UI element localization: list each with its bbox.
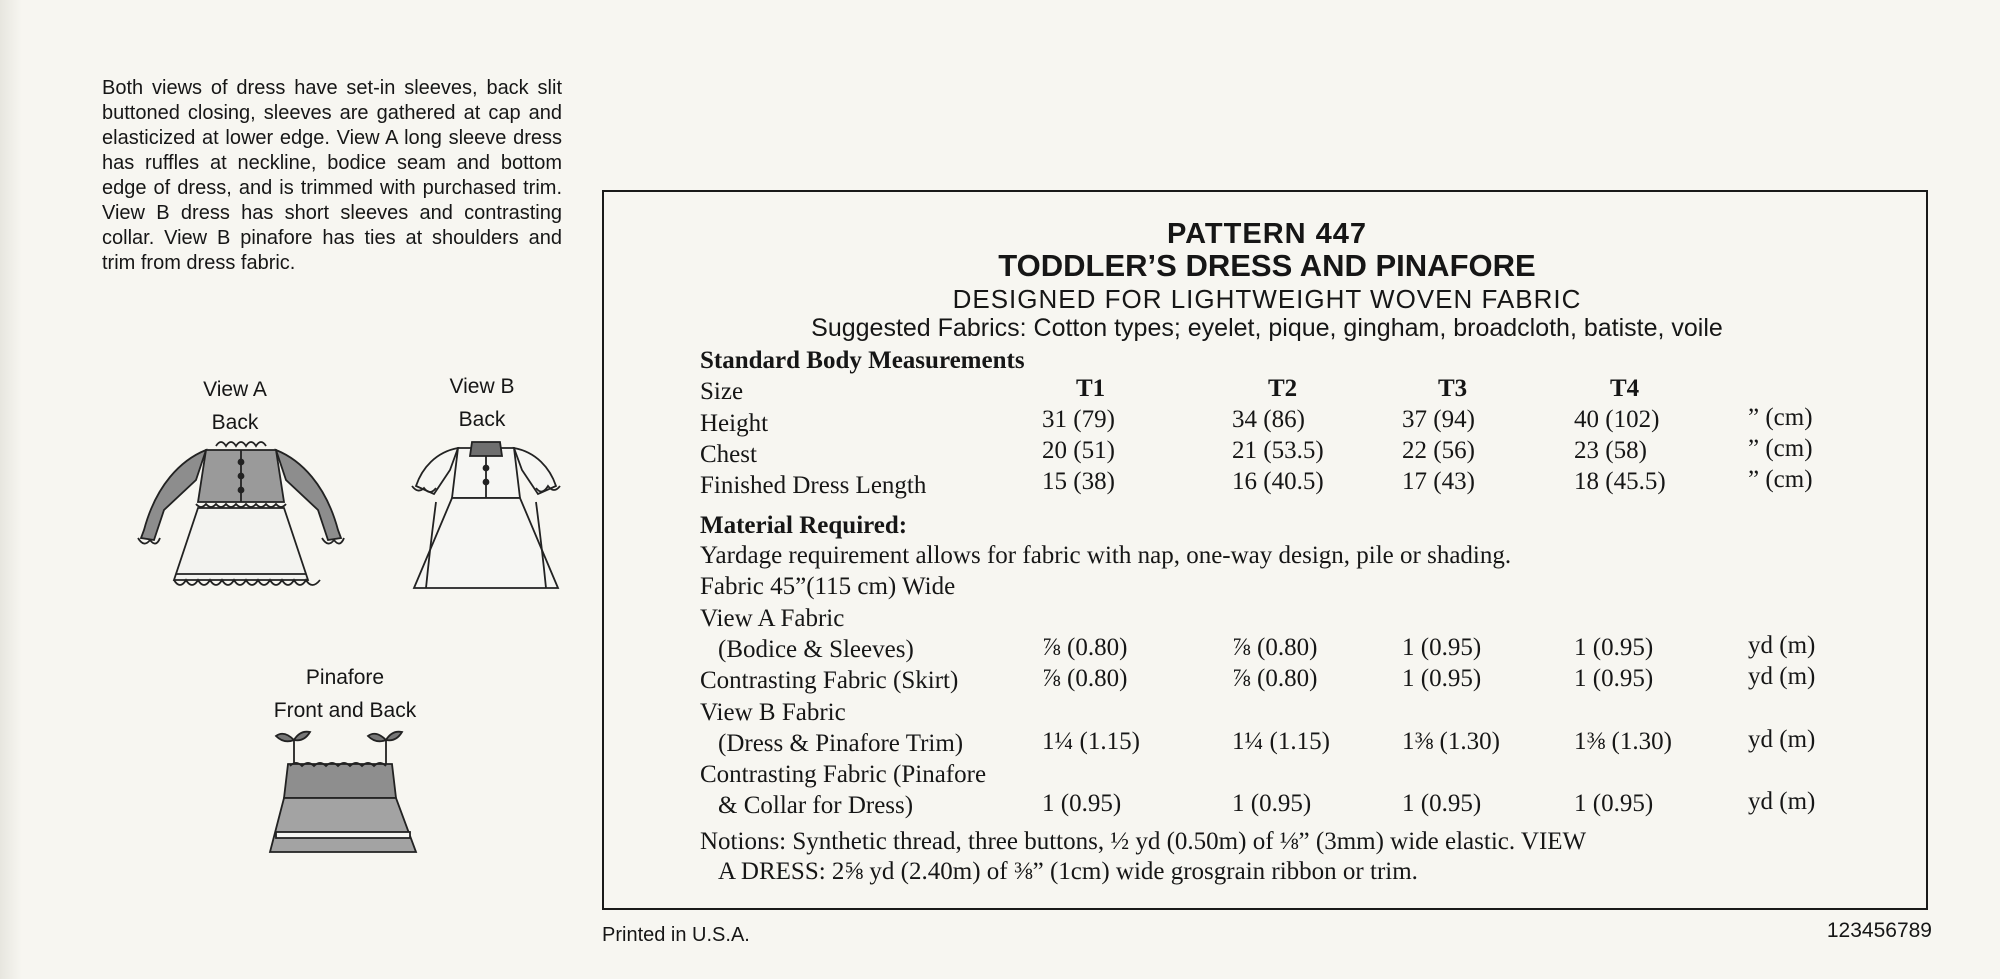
chest-t1: 20 (51): [1042, 437, 1115, 464]
view-a-row-1-t2: ⅞ (0.80): [1232, 634, 1318, 661]
length-t3: 17 (43): [1402, 468, 1475, 495]
row-dress-length-label: Finished Dress Length: [700, 472, 927, 499]
code-number: 123456789: [1826, 919, 1932, 942]
suggested-fabrics: Suggested Fabrics: Cotton types; eyelet, pique, gingham, broadcloth, batiste, voile: [811, 314, 1723, 342]
length-unit: ” (cm): [1748, 466, 1813, 493]
view-a-row-1-t4: 1 (0.95): [1574, 634, 1654, 661]
view-a-row-1-t3: 1 (0.95): [1402, 634, 1482, 661]
pattern-info-box: [602, 190, 1928, 910]
view-b-row-1-unit: yd (m): [1748, 726, 1816, 753]
size-header-t1: T1: [1076, 375, 1106, 402]
height-t1: 31 (79): [1042, 406, 1115, 433]
length-t2: 16 (40.5): [1232, 468, 1324, 495]
size-label: Size: [700, 378, 744, 405]
chest-t4: 23 (58): [1574, 437, 1647, 464]
contrast-pinafore-unit: yd (m): [1748, 788, 1816, 815]
view-a-row-2-label: Contrasting Fabric (Skirt): [700, 667, 959, 694]
pattern-subtitle: DESIGNED FOR LIGHTWEIGHT WOVEN FABRIC: [952, 284, 1582, 314]
size-header-t4: T4: [1610, 375, 1640, 402]
view-b-label-line1: View B: [449, 375, 515, 398]
pattern-name: TODDLER’S DRESS AND PINAFORE: [998, 248, 1536, 283]
view-a-fabric-heading: View A Fabric: [700, 605, 845, 632]
view-b-row-1-t1: 1¼ (1.15): [1042, 728, 1140, 755]
view-b-fabric-heading: View B Fabric: [700, 699, 846, 726]
contrast-pinafore-t1: 1 (0.95): [1042, 790, 1122, 817]
view-a-row-1-label: (Bodice & Sleeves): [718, 636, 914, 663]
view-b-row-1-t4: 1⅜ (1.30): [1574, 728, 1672, 755]
pattern-number: PATTERN 447: [1166, 218, 1368, 250]
view-a-row-1-unit: yd (m): [1748, 632, 1816, 659]
contrast-pinafore-t3: 1 (0.95): [1402, 790, 1482, 817]
view-a-label: [175, 373, 295, 439]
pinafore-label-line1: Pinafore: [305, 666, 385, 689]
view-b-row-1-label: (Dress & Pinafore Trim): [718, 730, 964, 757]
height-unit: ” (cm): [1748, 404, 1813, 431]
view-b-row-1-t3: 1⅜ (1.30): [1402, 728, 1500, 755]
view-a-row-2-t4: 1 (0.95): [1574, 665, 1654, 692]
contrast-pinafore-t4: 1 (0.95): [1574, 790, 1654, 817]
height-t4: 40 (102): [1574, 406, 1660, 433]
length-t4: 18 (45.5): [1574, 468, 1666, 495]
size-header-t2: T2: [1268, 375, 1298, 402]
chest-t2: 21 (53.5): [1232, 437, 1324, 464]
printed-in-note: Printed in U.S.A.: [602, 924, 750, 946]
view-a-label-line2: Back: [211, 411, 259, 434]
paper-edge: [0, 0, 22, 979]
notions-line-1: Notions: Synthetic thread, three buttons, ½ yd (0.50m) of ⅛” (3mm) wide elastic. VIEW: [700, 828, 1587, 855]
contrast-pinafore-t2: 1 (0.95): [1232, 790, 1312, 817]
contrast-pinafore-line1: Contrasting Fabric (Pinafore: [700, 761, 987, 788]
view-a-row-2-t2: ⅞ (0.80): [1232, 665, 1318, 692]
pattern-description: Both views of dress have set-in sleeves, back slit buttoned closing, sleeves are gathered at cap and elasticized at lower edge. View A long sleeve dress has ruffles at neckline, bodice seam and bottom edge of dress, and is trimmed with purchased trim. View B dress has short sleeves and contrasting collar. View B pinafore has ties at shoulders and trim from dress fabric.: [102, 77, 562, 274]
view-b-dress-sketch: [406, 438, 566, 598]
yardage-note: Yardage requirement allows for fabric with nap, one-way design, pile or shading.: [700, 542, 1512, 569]
height-t2: 34 (86): [1232, 406, 1305, 433]
view-a-label-line1: View A: [203, 378, 267, 401]
material-heading: Material Required:: [700, 512, 908, 539]
contrast-pinafore-label: & Collar for Dress): [718, 792, 914, 819]
length-t1: 15 (38): [1042, 468, 1115, 495]
fabric-width: Fabric 45”(115 cm) Wide: [700, 573, 956, 600]
chest-unit: ” (cm): [1748, 435, 1813, 462]
body-measurements-heading: Standard Body Measurements: [700, 347, 1025, 374]
row-height-label: Height: [700, 410, 769, 437]
chest-t3: 22 (56): [1402, 437, 1475, 464]
height-t3: 37 (94): [1402, 406, 1475, 433]
view-b-label-line2: Back: [458, 408, 506, 431]
view-a-row-2-unit: yd (m): [1748, 663, 1816, 690]
view-a-row-2-t1: ⅞ (0.80): [1042, 665, 1128, 692]
pinafore-label-line2: Front and Back: [273, 699, 417, 722]
row-chest-label: Chest: [700, 441, 757, 468]
view-b-row-1-t2: 1¼ (1.15): [1232, 728, 1330, 755]
view-b-label: [422, 370, 542, 436]
view-a-row-1-t1: ⅞ (0.80): [1042, 634, 1128, 661]
size-header-t3: T3: [1438, 375, 1468, 402]
notions-line-2: A DRESS: 2⅝ yd (2.40m) of ⅜” (1cm) wide grosgrain ribbon or trim.: [718, 858, 1418, 885]
pinafore-label: [255, 661, 435, 727]
pinafore-sketch: [268, 728, 418, 860]
view-a-dress-sketch: [136, 440, 346, 598]
view-a-row-2-t3: 1 (0.95): [1402, 665, 1482, 692]
